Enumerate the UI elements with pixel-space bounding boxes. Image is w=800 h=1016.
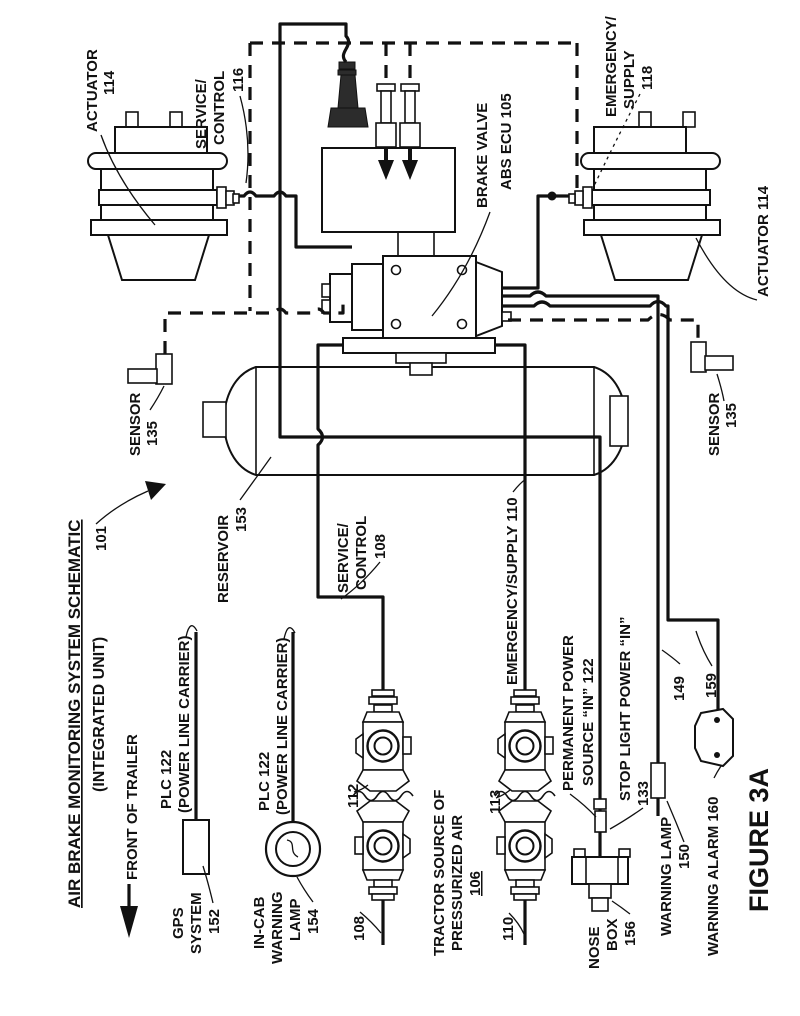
label-emergency-supply-right-2: SUPPLY — [621, 50, 638, 109]
label-emergency-supply-right-num: 118 — [639, 65, 656, 90]
actuator-left-port — [217, 187, 226, 208]
gladhand-pair-113 — [495, 690, 555, 900]
sensor-left-line — [165, 299, 343, 354]
reservoir-tank — [203, 367, 628, 475]
label-line-108-end: 108 — [351, 915, 368, 941]
label-gladhand-113: 113 — [487, 789, 504, 814]
label-system-ref: 101 — [93, 525, 110, 551]
label-incab-2: WARNING — [269, 891, 286, 964]
nose-box-156 — [572, 849, 630, 911]
label-brake-valve-2: ABS ECU 105 — [498, 93, 515, 190]
page-subtitle: (INTEGRATED UNIT) — [91, 636, 108, 792]
label-incab-1: IN-CAB — [251, 896, 268, 949]
label-tractor-num: 106 — [467, 870, 484, 896]
label-actuator-left-num: 114 — [101, 70, 118, 95]
label-front-of-trailer: FRONT OF TRAILER — [124, 734, 141, 880]
label-warning-lamp: WARNING LAMP — [658, 816, 675, 936]
label-nose-num: 156 — [622, 920, 639, 946]
label-gps-num: 152 — [206, 908, 223, 934]
label-sensor-right: SENSOR — [706, 392, 723, 456]
label-line-110-end: 110 — [500, 916, 517, 941]
warning-alarm-159-wire — [502, 302, 718, 711]
label-stop-light-num: 133 — [635, 780, 652, 806]
label-sensor-left-num: 135 — [144, 420, 161, 446]
label-service-control-left-1: SERVICE/ — [193, 79, 210, 149]
front-of-trailer-arrow — [120, 884, 138, 938]
label-nose-1: NOSE — [586, 926, 603, 969]
label-brake-valve-1: BRAKE VALVE — [474, 102, 491, 208]
label-nose-2: BOX — [604, 918, 621, 951]
label-service-control-left-num: 116 — [230, 67, 247, 92]
label-emergency-supply-right-1: EMERGENCY/ — [603, 16, 620, 117]
antenna-icon — [328, 62, 368, 127]
reservoir-port-left — [203, 402, 226, 437]
label-actuator-right: ACTUATOR 114 — [755, 185, 772, 297]
label-sensor-right-num: 135 — [723, 402, 740, 428]
label-wire-149: 149 — [671, 675, 688, 701]
label-gps-2: SYSTEM — [188, 892, 205, 954]
label-perm-power-1: PERMANENT POWER — [560, 635, 577, 791]
stop-light-connector-133 — [594, 799, 606, 832]
label-service-control-left-2: CONTROL — [211, 70, 228, 145]
junction-dot — [548, 192, 557, 201]
system-ref-arrow — [96, 481, 166, 524]
wheel-speed-sensor-right — [691, 342, 733, 372]
label-reservoir: RESERVOIR — [215, 514, 232, 603]
label-incab-num: 154 — [305, 908, 322, 934]
label-warning-lamp-num: 150 — [676, 843, 693, 869]
label-tractor-2: PRESSURIZED AIR — [449, 814, 466, 951]
reservoir-port-right — [610, 396, 628, 446]
label-emergency-line: EMERGENCY/SUPPLY 110 — [504, 497, 521, 685]
label-plc-left-2: (POWER LINE CARRIER) — [176, 635, 193, 813]
figure-caption: FIGURE 3A — [744, 767, 774, 912]
gps-system-box — [183, 820, 209, 874]
label-perm-power-2: SOURCE “IN” 122 — [580, 658, 597, 786]
emergency-port-link-right — [502, 196, 569, 288]
label-stop-light: STOP LIGHT POWER “IN” — [617, 616, 634, 801]
label-reservoir-num: 153 — [233, 506, 250, 532]
page-title: AIR BRAKE MONITORING SYSTEM SCHEMATIC — [65, 519, 84, 908]
label-tractor-1: TRACTOR SOURCE OF — [431, 789, 448, 956]
label-incab-3: LAMP — [287, 898, 304, 941]
label-service-line-1: SERVICE/ — [335, 523, 352, 593]
label-gladhand-112: 112 — [345, 783, 362, 808]
brake-actuator-right — [569, 112, 720, 280]
warning-lamp-150-symbol — [651, 763, 665, 798]
wheel-speed-sensor-left — [128, 354, 172, 384]
label-plc-right-1: PLC 122 — [256, 751, 273, 811]
label-wire-159: 159 — [703, 672, 720, 698]
label-warning-alarm: WARNING ALARM 160 — [705, 796, 722, 956]
label-service-line-2: CONTROL — [353, 515, 370, 590]
label-gps-1: GPS — [170, 907, 187, 939]
label-plc-right-2: (POWER LINE CARRIER) — [274, 637, 291, 815]
gladhand-pair-112 — [353, 690, 413, 900]
label-actuator-left: ACTUATOR — [84, 49, 101, 132]
actuator-right-port — [583, 187, 592, 208]
label-service-line-num: 108 — [372, 533, 389, 559]
label-plc-left-1: PLC 122 — [158, 749, 175, 809]
warning-alarm-160-symbol — [695, 709, 733, 766]
label-sensor-left: SENSOR — [127, 392, 144, 456]
